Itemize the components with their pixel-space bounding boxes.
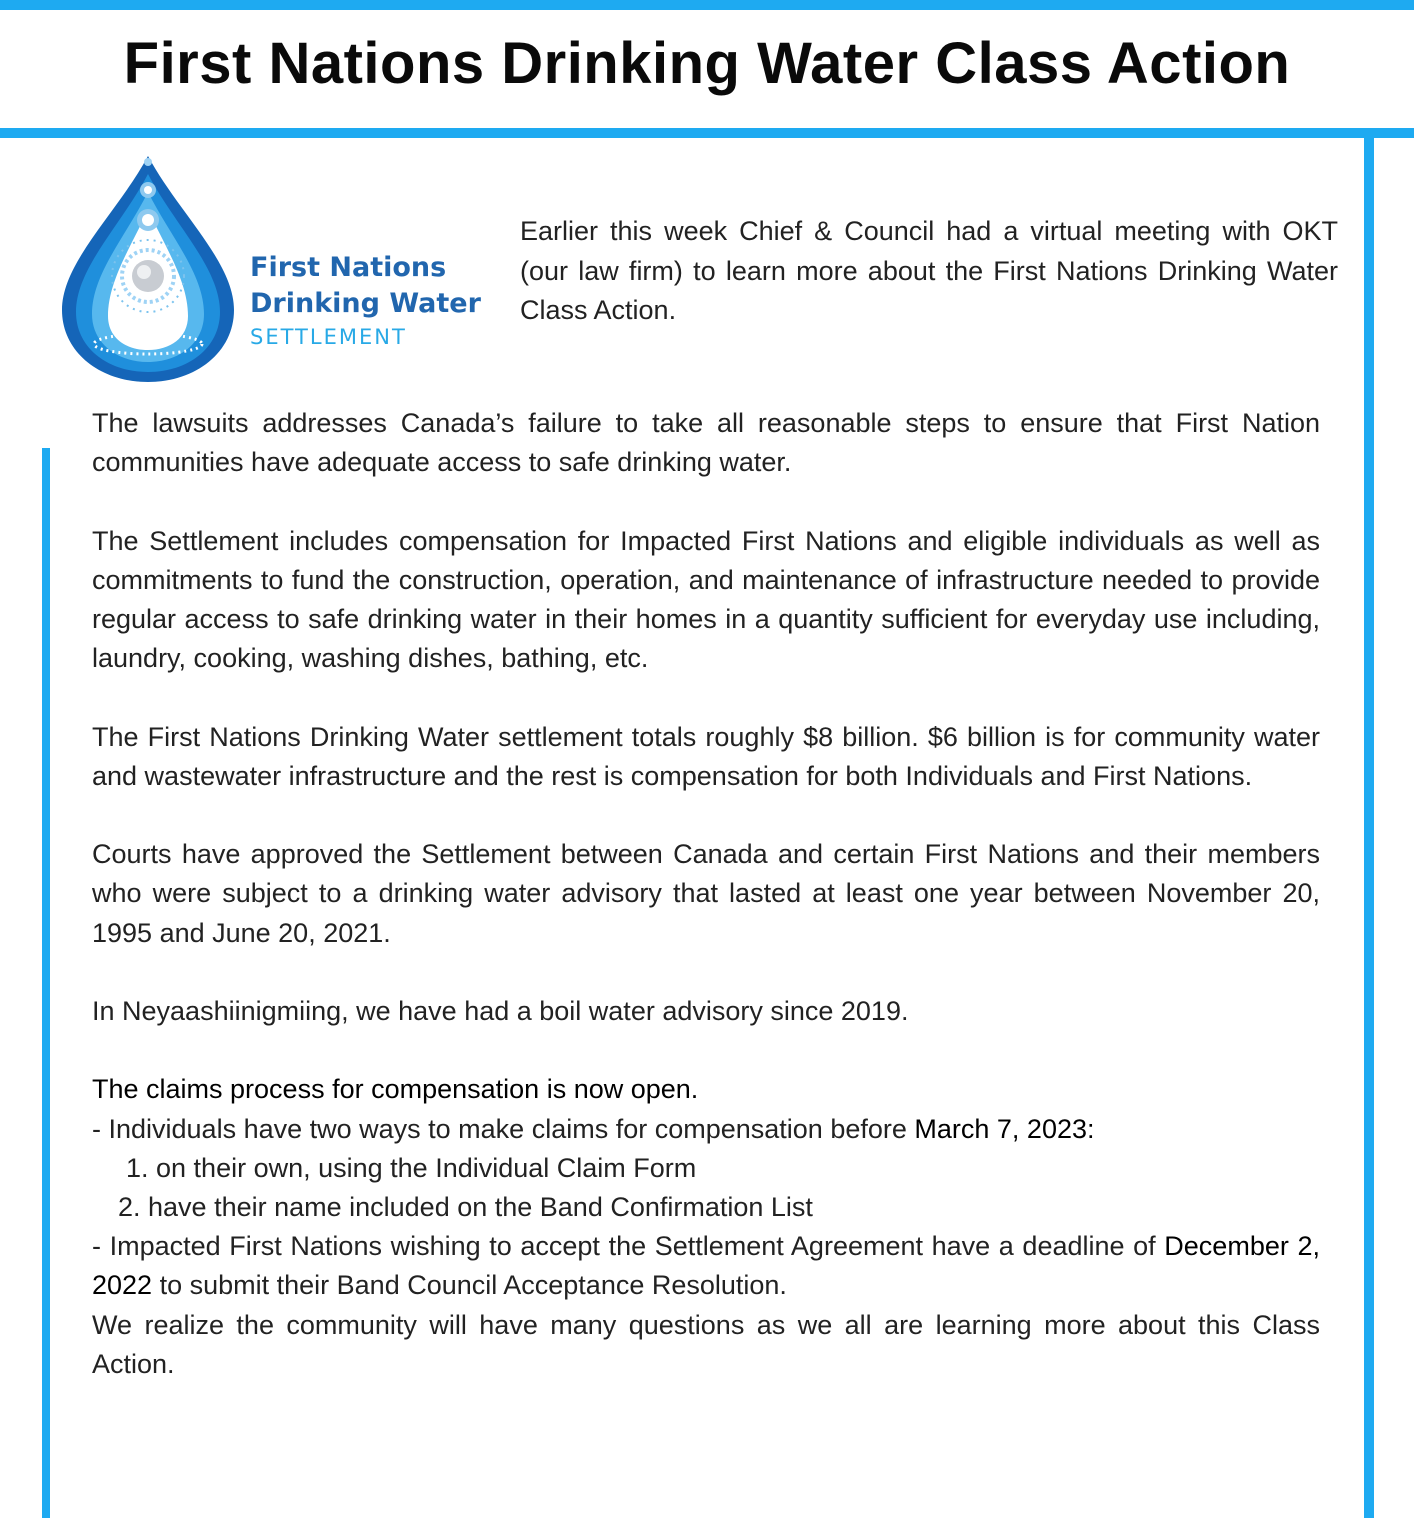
claims-section — [92, 1070, 1320, 1305]
claim-option-1: 1. on their own, using the Individual Claim Form — [126, 1152, 697, 1183]
header-divider — [0, 128, 1414, 138]
nations-deadline: December 2, 2022 — [92, 1231, 1320, 1301]
top-accent-bar — [0, 0, 1414, 10]
paragraph-courts: Courts have approved the Settlement between Canada and certain First Nations and their members who were subject to a drinking water advisory that lasted at least one year between November 20, 1995 and June 20, 2021. — [92, 839, 1320, 948]
left-border — [42, 448, 50, 1518]
claim-options-list — [92, 1149, 1320, 1227]
claims-first-nations — [92, 1227, 1320, 1305]
water-drop-icon — [58, 152, 238, 384]
settlement-logo — [58, 152, 481, 387]
paragraph-advisory: In Neyaashiinigmiing, we have had a boil water advisory since 2019. — [92, 995, 909, 1026]
claims-individuals-text: - Individuals have two ways to make claims for compensation before — [92, 1113, 915, 1144]
claim-option-2: 2. have their name included on the Band Confirmation List — [118, 1191, 813, 1222]
paragraph-totals: The First Nations Drinking Water settlement totals roughly $8 billion. $6 billion is for community water and wastewater infrastructure and the rest is compensation for both Individuals and First Nations. — [92, 721, 1320, 791]
logo-text-line3: SETTLEMENT — [250, 325, 407, 349]
right-border — [1364, 128, 1374, 1518]
individuals-deadline: March 7, 2023: — [914, 1113, 1095, 1144]
paragraph-lawsuit: The lawsuits addresses Canada’s failure to take all reasonable steps to ensure that First Nation communities have adequate access to safe drinking water. — [92, 408, 1320, 478]
claims-individuals — [92, 1110, 1320, 1149]
intro-paragraph: Earlier this week Chief & Council had a virtual meeting with OKT (our law firm) to learn more about the First Nations Drinking Water Class Action. — [520, 216, 1338, 325]
claims-heading: The claims process for compensation is now open. — [92, 1074, 699, 1105]
article-body — [92, 404, 1320, 1423]
page-title: First Nations Drinking Water Class Action — [123, 31, 1291, 96]
paragraph-settlement: The Settlement includes compensation for Impacted First Nations and eligible individuals as well as commitments to fund the construction, operation, and maintenance of infrastructure needed to provide regular access to safe drinking water in their homes in a quantity sufficient for everyday use including, laundry, cooking, washing dishes, bathing, etc. — [92, 525, 1320, 674]
claims-nations-suffix: to submit their Band Council Acceptance Resolution. — [152, 1270, 787, 1301]
logo-text-line1: First Nations — [250, 252, 447, 283]
logo-text-line2: Drinking Water — [250, 288, 481, 319]
claims-nations-text: - Impacted First Nations wishing to accept the Settlement Agreement have a deadline of — [92, 1231, 1165, 1262]
closing-paragraph: We realize the community will have many questions as we all are learning more about this Class Action. — [92, 1309, 1320, 1379]
